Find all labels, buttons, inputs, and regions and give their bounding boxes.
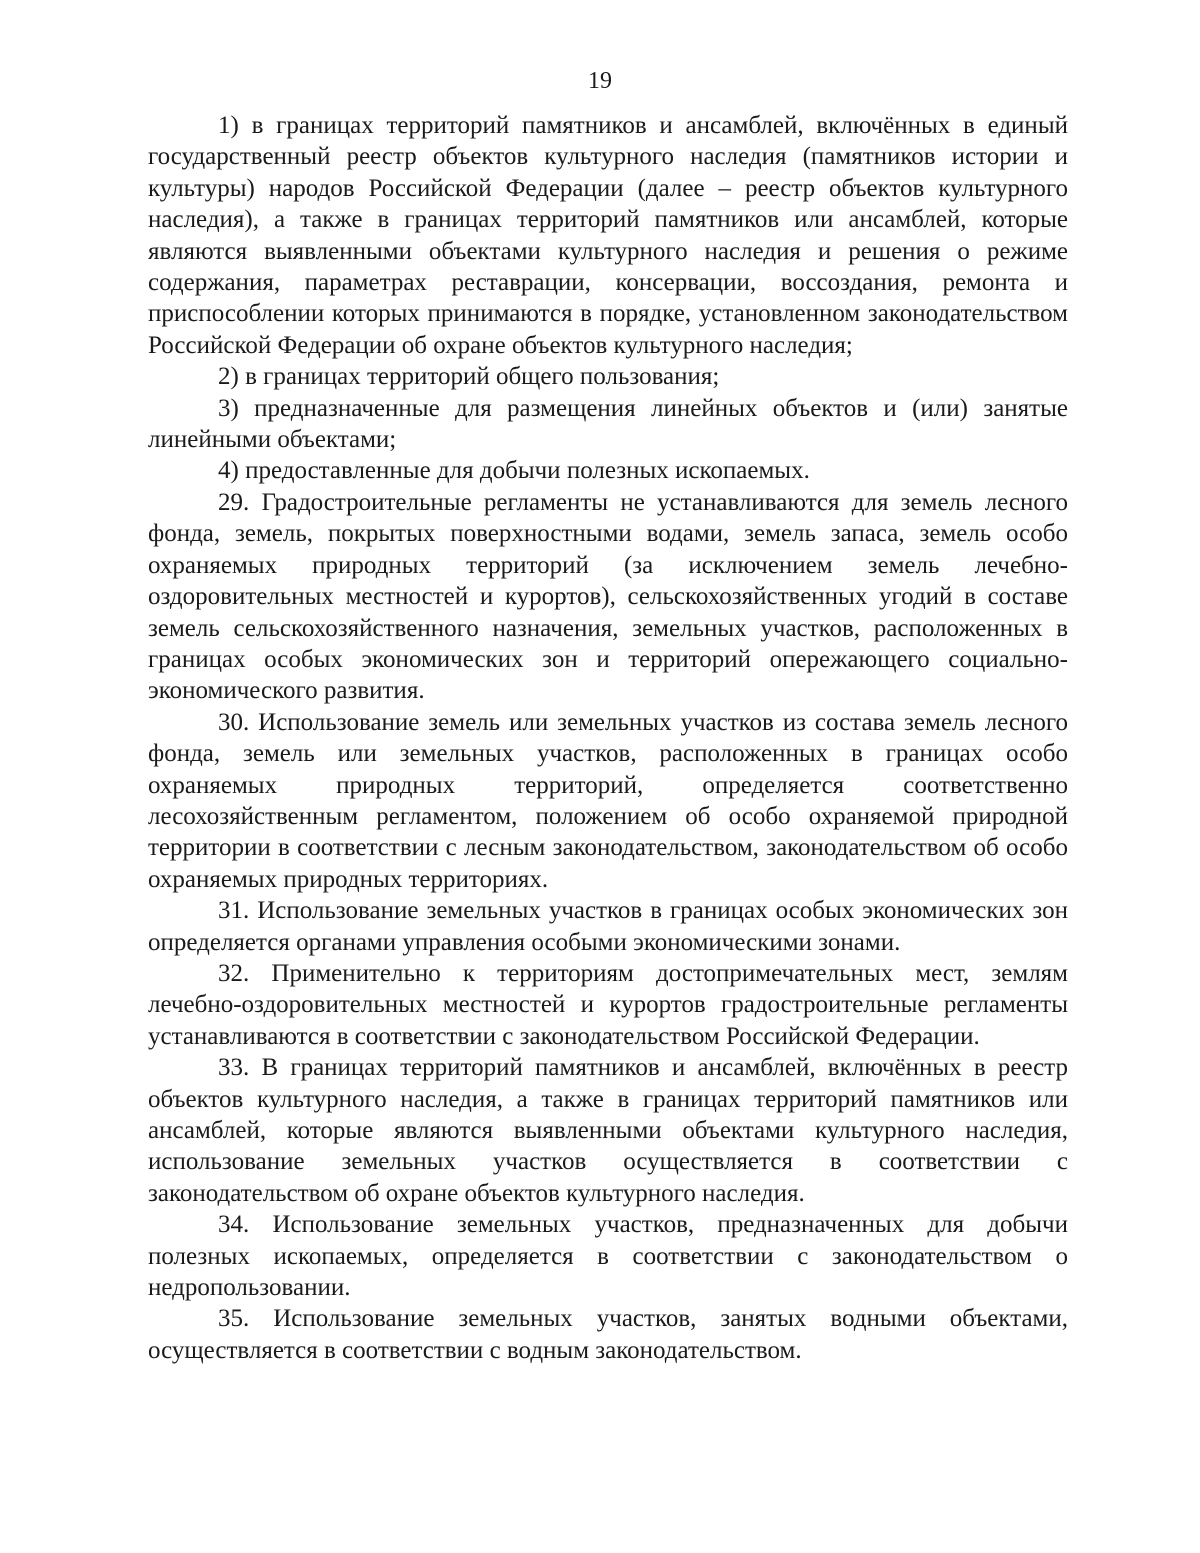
clause-31: 31. Использование земельных участков в границах особых экономических зон определяется органами управления особыми экономическими зонами. — [148, 897, 1068, 956]
clause-32: 32. Применительно к территориям достопримечательных мест, землям лечебно-оздоровительных местностей и курортов градостроительные регламенты устанавливаются в соответствии с законодательством Российской Федерации. — [148, 959, 1068, 1050]
clause-29: 29. Градостроительные регламенты не устанавливаются для земель лесного фонда, земель, покрытых поверхностными водами, земель запаса, земель особо охраняемых природных территорий (за исключением земель лечебно-оздоровительных местностей и курортов), сельскохозяйственных угодий в составе земель сельскохозяйственного назначения, земельных участков, расположенных в границах особых экономических зон и территорий опережающего социально-экономического развития. — [148, 488, 1068, 705]
list-item-1: 1) в границах территорий памятников и ансамблей, включённых в единый государственный реестр объектов культурного наследия (памятников истории и культуры) народов Российской Федерации (далее – реестр объектов культурного наследия), а также в границах территорий памятников или ансамблей, которые являются выявленными объектами культурного наследия и решения о режиме содержания, параметрах реставрации, консервации, воссоздания, ремонта и приспособлении которых принимаются в порядке, установленном законодательством Российской Федерации об охране объектов культурного наследия; — [148, 112, 1068, 359]
clause-35: 35. Использование земельных участков, занятых водными объектами, осуществляется в соответствии с водным законодательством. — [148, 1305, 1068, 1364]
list-item-2: 2) в границах территорий общего пользования; — [218, 363, 720, 391]
clause-30: 30. Использование земель или земельных участков из состава земель лесного фонда, земель или земельных участков, расположенных в границах особо охраняемых природных территорий, определяется соответственно лесохозяйственным регламентом, положением об особо охраняемой природной территории в соответствии с лесным законодательством, законодательством об особо охраняемых природных территориях. — [148, 708, 1068, 893]
clause-34: 34. Использование земельных участков, предназначенных для добычи полезных ископаемых, определяется в соответствии с законодательством о недропользовании. — [148, 1211, 1068, 1302]
page-number: 19 — [588, 68, 612, 94]
clause-33: 33. В границах территорий памятников и ансамблей, включённых в реестр объектов культурного наследия, а также в границах территорий памятников или ансамблей, которые являются выявленными объектами культурного наследия, использование земельных участков осуществляется в соответствии с законодательством об охране объектов культурного наследия. — [148, 1054, 1068, 1207]
document-body — [148, 110, 1068, 1366]
list-item-4: 4) предоставленные для добычи полезных ископаемых. — [218, 457, 810, 485]
list-item-3: 3) предназначенные для размещения линейных объектов и (или) занятые линейными объектами; — [148, 394, 1068, 454]
